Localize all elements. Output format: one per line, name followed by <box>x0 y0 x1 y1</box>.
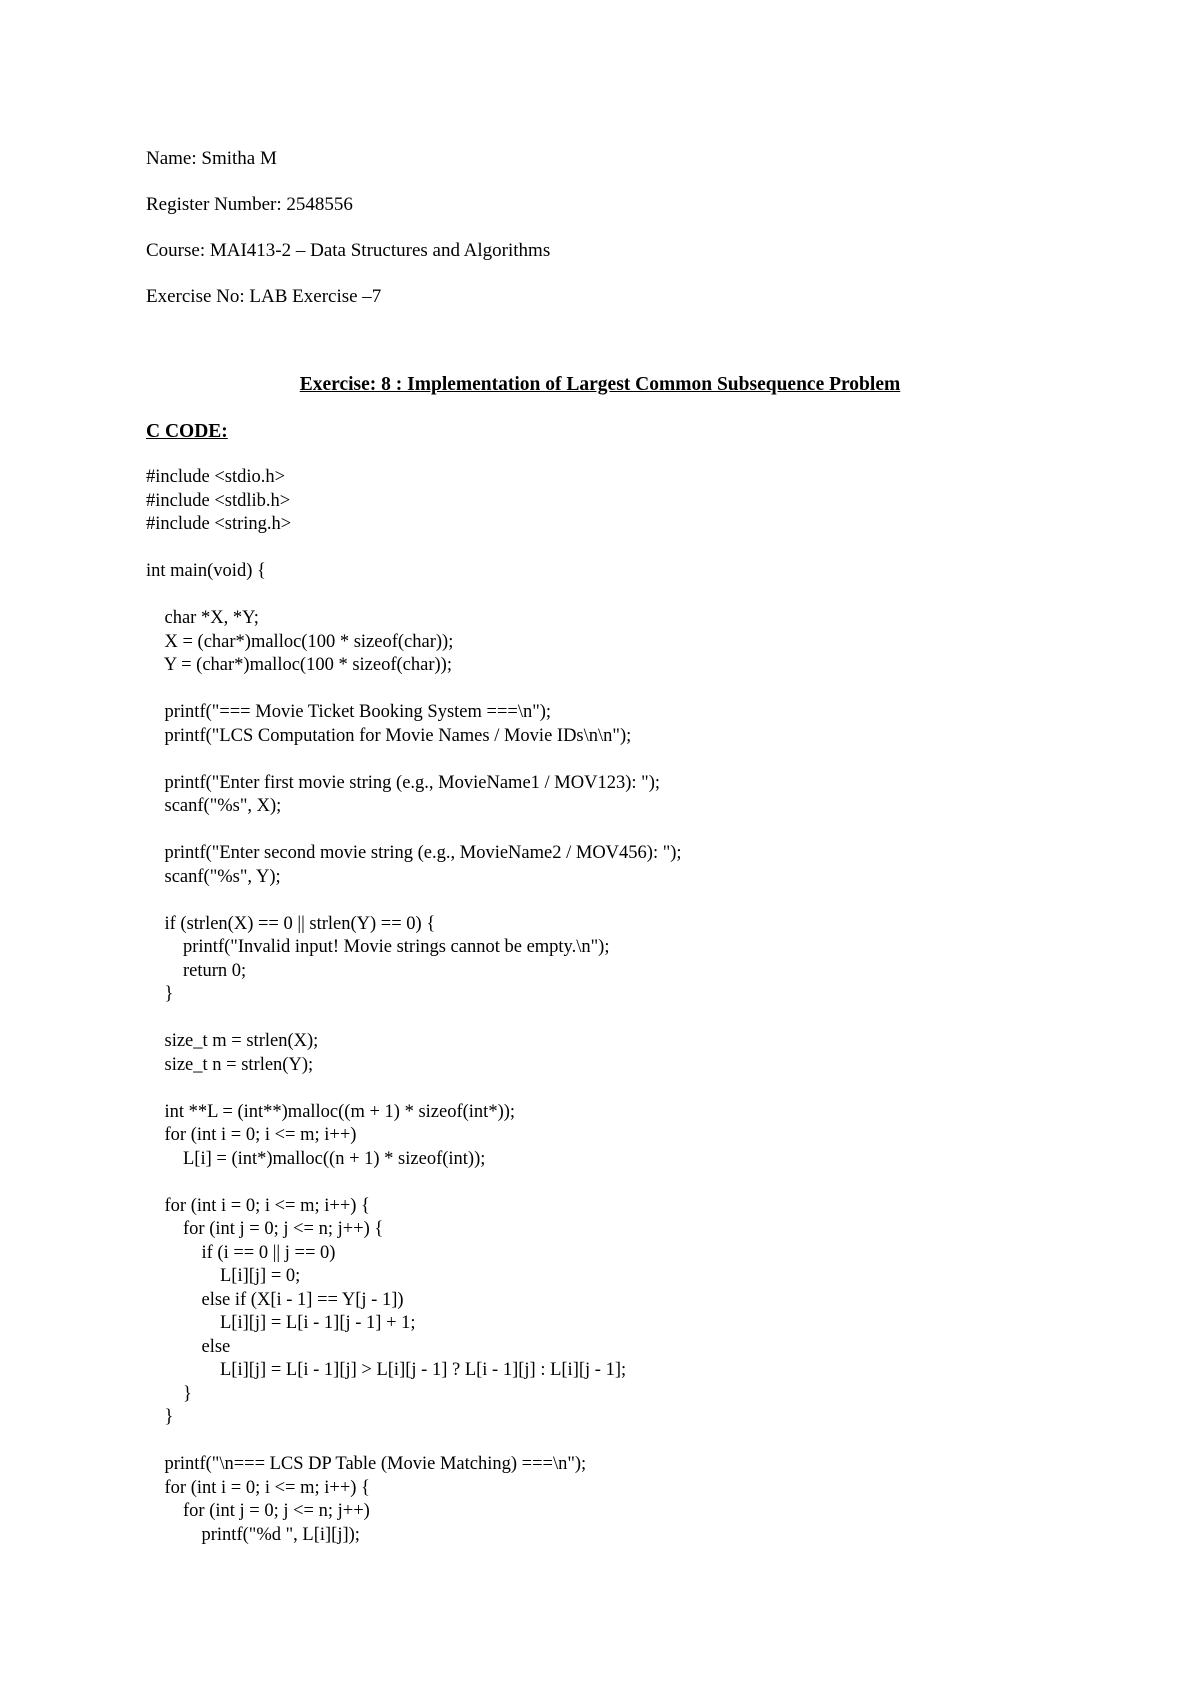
exercise-title: Exercise: 8 : Implementation of Largest Common Subsequence Problem <box>299 374 901 395</box>
c-code-listing: #include <stdio.h> #include <stdlib.h> #include <string.h> int main(void) { char *X, *Y; X = (char*)malloc(100 * sizeof(char)); Y = (char*)malloc(100 * sizeof(char)); printf("=== Movie Ticket Booking System ===\n"); printf("LCS Computation for Movie Names / Movie IDs\n\n"); printf("Enter first movie string (e.g., MovieName1 / MOV123): "); scanf("%s", X); printf("Enter second movie string (e.g., MovieName2 / MOV456): "); scanf("%s", Y); if (strlen(X) == 0 || strlen(Y) == 0) { printf("Invalid input! Movie strings cannot be empty.\n"); return 0; } size_t m = strlen(X); size_t n = strlen(Y); int **L = (int**)malloc((m + 1) * sizeof(int*)); for (int i = 0; i <= m; i++) L[i] = (int*)malloc((n + 1) * sizeof(int)); for (int i = 0; i <= m; i++) { for (int j = 0; j <= n; j++) { if (i == 0 || j == 0) L[i][j] = 0; else if (X[i - 1] == Y[j - 1]) L[i][j] = L[i - 1][j - 1] + 1; else L[i][j] = L[i - 1][j] > L[i][j - 1] ? L[i - 1][j] : L[i][j - 1]; } } printf("\n=== LCS DP Table (Movie Matching) ===\n"); for (int i = 0; i <= m; i++) { for (int j = 0; j <= n; j++) printf("%d ", L[i][j]); <box>146 467 682 1545</box>
exercise-number: Exercise No: LAB Exercise –7 <box>146 286 382 307</box>
course-name: Course: MAI413-2 – Data Structures and Algorithms <box>146 240 551 261</box>
student-name: Name: Smitha M <box>146 148 277 169</box>
register-number: Register Number: 2548556 <box>146 194 353 215</box>
section-label: C CODE: <box>146 421 228 442</box>
